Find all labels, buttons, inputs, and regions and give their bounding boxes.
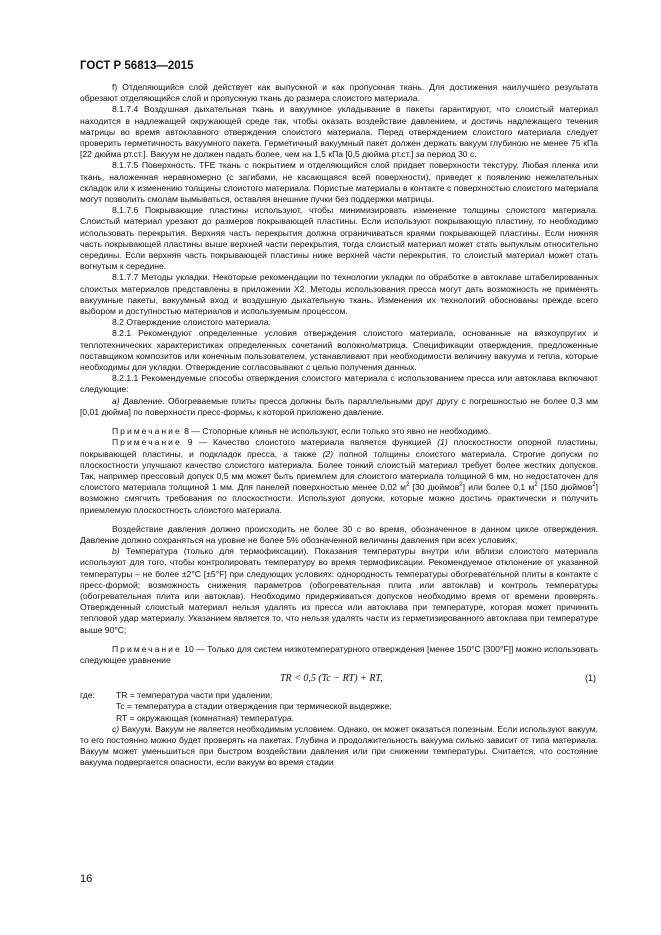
paragraph: Воздействие давления должно происходить не более 30 с во время, обозначенное в данном цикле отверждения. Давление должно сохраняться на уровне не более 5% обозначенной величины давления при всех условиях;: [80, 523, 598, 545]
list-item-a: [80, 396, 598, 418]
section-heading: 8.2 Отверждение слоистого материала.: [112, 317, 271, 328]
definition: Tc = температура в стадии отверждения при термической выдержке;: [116, 701, 392, 712]
note-text: полной толщины слоистого материала. Строгие допуски по плоскостности улучшают качество слоистого материала. Более тонкий слоистый материал требует более жестких допусков. Так, например прессовый допуск 0,5 мм может быть приемлем для слоистого материала толщиной 6 мм, но недостаточен для слоистого материала толщиной 1 мм. Для панелей поверхностью менее 0,02 м: [80, 448, 598, 493]
note-8: [80, 426, 598, 437]
list-marker: а): [112, 395, 120, 406]
list-item-c: [80, 724, 598, 769]
list-marker: b): [112, 546, 120, 557]
superscript: 2: [592, 482, 596, 489]
note-text: ] возможно смягчить требования по плоскостности. Используют допуски, которые можно достичь практически и получить приемлемую плоскостность слоистого материала.: [80, 482, 598, 515]
note-text: [30 дюймов: [409, 482, 460, 493]
note-9: [80, 437, 598, 515]
note-10: [80, 644, 598, 666]
note-text: плоскостности опорной пластины, покрывающей пластины, и подкладок пресса, а также: [80, 437, 598, 459]
definition: TR = температура части при удалении;: [116, 690, 273, 701]
note-label: Примечание: [112, 426, 182, 437]
note-label: Примечание: [112, 643, 182, 654]
paragraph: 8.2.1 Рекомендуют определенные условия отверждения слоистого материала, основанные на вязкоупругих и теплотехнических характеристиках определенных сочетаний волокно/матрица. Спецификации отверждения, предложенные поставщиком композитов или конечным пользователем, устанавливают при необходимости величину вакуума и тепла, которые необходимы для укладки. Отверждение согласовывают с целью получения данных.: [80, 328, 598, 373]
equation: [80, 668, 598, 690]
paragraph: 8.1.7.5 Поверхность. TFE ткань с покрытием и отделяющийся слой придает поверхности текстуру. Любая пленка или ткань, наложенная неравномерно (с загибами, не касающаяся всей поверхности), приведет к появлению нежелательных складок или к изменению толщины слоистого материала. Пористые материалы в контакте с поверхностью слоистого материала могут позволить смолам вымываться, оставляя внешние пучки без поддержки матрицы.: [80, 160, 598, 205]
variable-definitions: [80, 690, 598, 724]
equation-expression: TR < 0,5 (Tc − RT) + RT,: [280, 673, 383, 685]
paragraph: f) Отделяющийся слой действует как выпускной и как пропускная ткань. Для достижения наилучшего результата обрезают отделяющийся слой и пропускную ткань до размера слоистого материала.: [80, 82, 598, 104]
document-header: ГОСТ Р 56813—2015: [80, 60, 194, 72]
definition: RT = окружающая (комнатная) температура.: [116, 712, 295, 723]
paragraph: 8.1.7.4 Воздушная дыхательная ткань и вакуумное укладывание в пакеты гарантируют, что слоистый материал находится в надлежащей окружающей среде так, чтобы оказать воздействие давлением, и достичь надлежащего течения матрицы во время автоклавного отверждения слоистого материала. Перед отверждением слоистого материала следует проверить герметичность вакуумного пакета. Герметичный вакуумный пакет должен держать вакуум глубиною не менее 75 кПа [22 дюйма рт.ст.]. Вакуум не должен падать более, чем на 1,5 кПа [0,5 дюйма рт.ст.] за период 30 с.: [80, 104, 598, 160]
note-label: Примечание: [112, 437, 182, 448]
superscript: 2: [406, 482, 410, 489]
where-label: где:: [80, 690, 95, 701]
note-italic: (2): [322, 448, 334, 459]
list-item-b: [80, 546, 598, 636]
note-text: 9 — Качество слоистого материала является функцией: [181, 437, 438, 448]
page-number: 16: [80, 873, 93, 885]
superscript: 2: [459, 482, 463, 489]
equation-number: (1): [585, 673, 596, 684]
document-body: [80, 82, 598, 769]
note-text: ] или более 0,1 м: [462, 482, 535, 493]
note-text: 10 — Только для систем низкотемпературного отверждения [менее 150°С [300°F]] можно использовать следующее уравнение: [80, 643, 598, 665]
list-text: Температура (только для термофиксации). Показания температуры внутри или вблизи слоистого материала используют для того, чтобы контролировать температуру во время термофиксации. Рекомендуемое отклонение от указанной температуры – не более ±2°С [±5°F] при следующих условиях: однородность температуры обогревательной плиты в контакте с пресс-формой; возможность снижения параметров (обогревательная плита или автоклав) и контроль температуры (обогревательная плита или автоклав). Необходимо придерживаться допусков необходимо время от времени проверять. Отвержденный слоистый материал нельзя удалять из пресса или автоклава при температуре, которая может причинить тепловой удар материалу. Указанием является то, что нельзя удалять части из герметизированного автоклава при температуре выше 90°С;: [80, 546, 598, 635]
note-italic: (1): [437, 437, 448, 448]
paragraph: 8.2.1.1 Рекомендуемые способы отверждения слоистого материала с использованием пресса или автоклава включают следующие:: [80, 373, 598, 395]
list-text: Давление. Обогреваемые плиты пресса должны быть параллельными друг другу с погрешностью не более 0,3 мм [0,01 дюйма] по поверхности пресс-формы, к которой приложено давление.: [80, 395, 598, 417]
superscript: 2: [534, 482, 538, 489]
paragraph: 8.1.7.7 Методы укладки. Некоторые рекомендации по технологии укладки по обработке в автоклаве штабелированных слоистых материалов представлены в приложении X2. Методы использования пресса могут дать возможность не применять вакуумные пакеты, вакуумный вход и воздушную дыхательную ткань. Изменения их технологий обоснованы прежде всего выбором и доступностью материалов и используемым процессом.: [80, 272, 598, 317]
note-text: [150 дюймов: [537, 482, 593, 493]
list-text: Вакуум. Вакуум не является необходимым условием. Однако, он может оказаться полезным. Если используют вакуум, то его постоянно можно будет проверять на пакетах. Глубина и продолжительность вакуума сильно зависит от типа материала. Вакуум может уменьшиться при быстром воздействии давления или при снижении температуры. Считается, что состояние вакуума подвергается опасности, если вакуум во время стадии: [80, 723, 598, 768]
paragraph: 8.1.7.6 Покрывающие пластины используют, чтобы минимизировать изменение толщины слоистого материала. Слоистый материал урезают до размеров покрывающей пластины. Если используют покрывающую пластину, то необходимо использовать перекрытия. Верхняя часть перекрытия должна ограничиваться краями покрывающей пластины. Если нижняя часть покрывающей пластины выше верхней части перекрытия, тогда слоистый материал может стать выпуклым относительно середины. Если верхняя часть покрывающей пластины ниже верхней части перекрытия, то слоистый материал может стать вогнутым к середине.: [80, 205, 598, 272]
note-text: 8 — Стопорные клинья не используют, если только это явно не необходимо.: [181, 426, 491, 437]
list-marker: с): [112, 723, 120, 734]
